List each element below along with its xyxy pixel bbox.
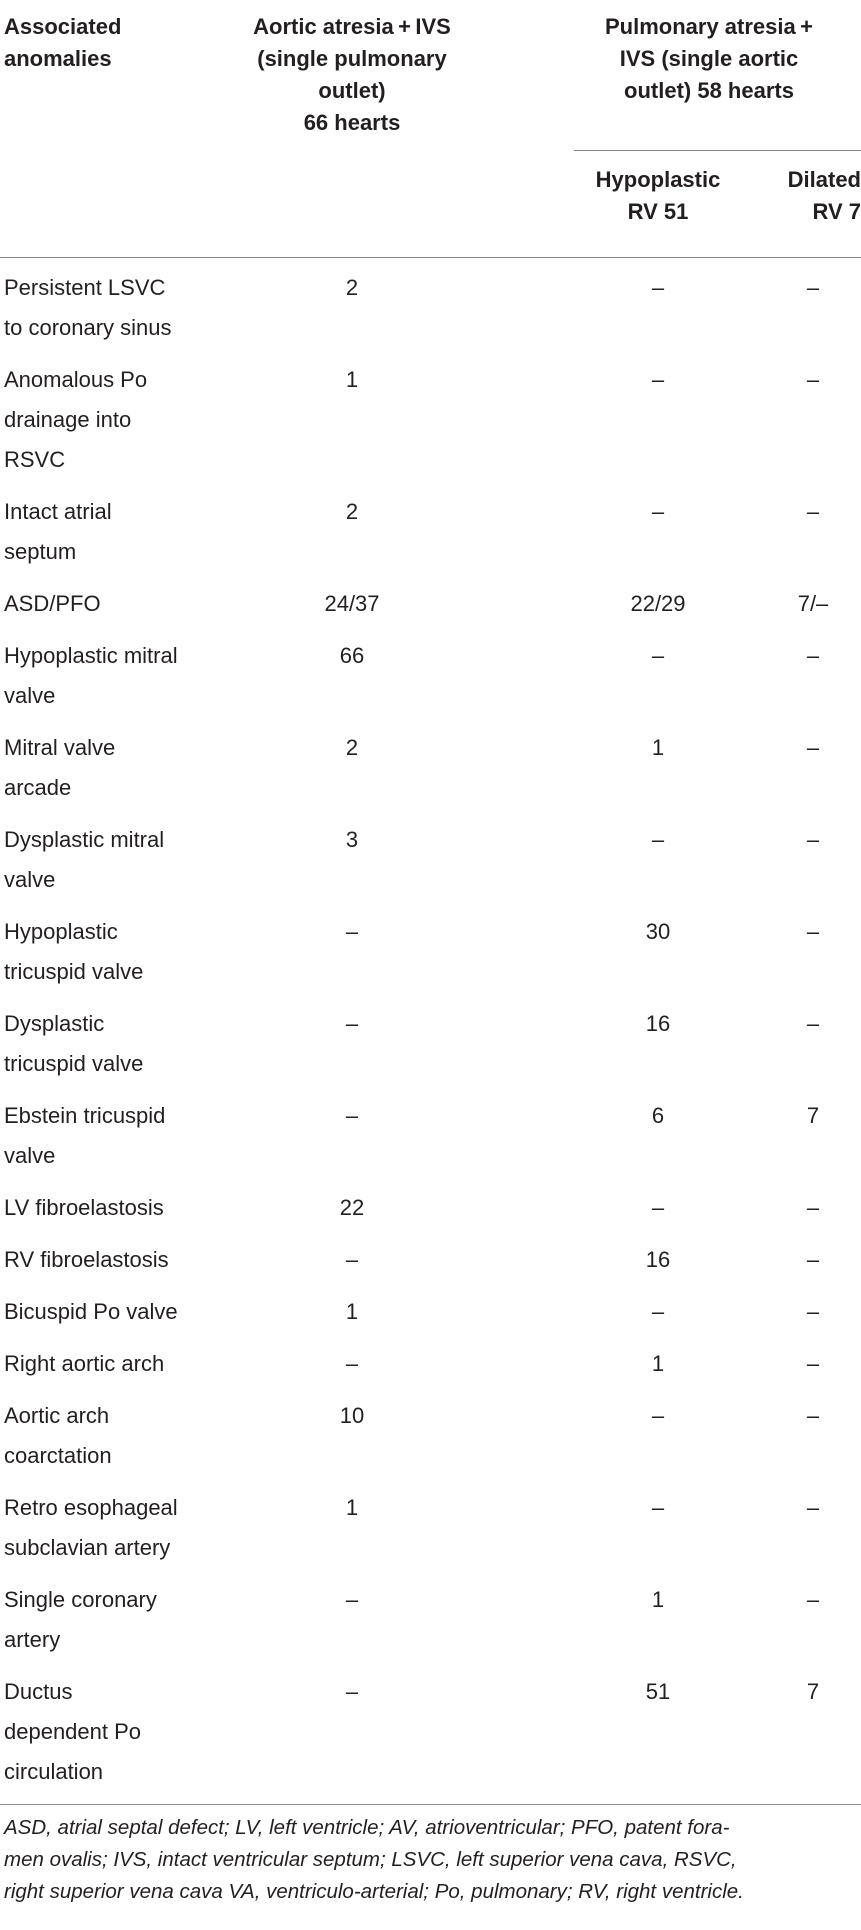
table-footnote: ASD, atrial septal defect; LV, left ventricle; AV, atrioventricular; PFO, patent fora- men ovalis; IVS, intact ventricular septum; LSVC, left superior vena cava, RSVC, right superior vena cava VA, ventriculo-arterial; Po, pulmonary; RV, right ventricle. — [4, 1816, 744, 1903]
cell-hypoplastic-rv: – — [651, 499, 665, 524]
cell-dilated-rv: – — [806, 735, 820, 760]
cell-hypoplastic-rv: – — [651, 367, 665, 392]
cell-dilated-rv: – — [806, 1299, 820, 1324]
cell-hypoplastic-rv: – — [651, 643, 665, 668]
header-aortic-atresia: Aortic atresia + IVS (single pulmonary outlet) 66 hearts — [253, 14, 451, 135]
row-label: Hypoplastic mitral valve — [4, 643, 178, 708]
cell-dilated-rv: – — [806, 275, 820, 300]
cell-dilated-rv: – — [806, 1011, 820, 1036]
row-label: Ebstein tricuspid valve — [4, 1103, 166, 1168]
header-associated-anomalies: Associated anomalies — [4, 14, 122, 71]
cell-hypoplastic-rv: – — [651, 1299, 665, 1324]
cell-aortic-atresia: 1 — [345, 367, 359, 392]
cell-aortic-atresia: – — [345, 1679, 359, 1704]
cell-aortic-atresia: – — [345, 1587, 359, 1612]
cell-hypoplastic-rv: 1 — [651, 1587, 665, 1612]
cell-dilated-rv: 7/– — [797, 591, 829, 616]
cell-dilated-rv: – — [806, 919, 820, 944]
cell-hypoplastic-rv: 51 — [645, 1679, 671, 1704]
cell-hypoplastic-rv: 16 — [645, 1011, 671, 1036]
row-label: Aortic arch coarctation — [4, 1403, 112, 1468]
cell-aortic-atresia: – — [345, 1103, 359, 1128]
cell-aortic-atresia: 66 — [339, 643, 365, 668]
cell-aortic-atresia: 10 — [339, 1403, 365, 1428]
row-label: Dysplastic tricuspid valve — [4, 1011, 144, 1076]
cell-hypoplastic-rv: – — [651, 1403, 665, 1428]
cell-hypoplastic-rv: 1 — [651, 735, 665, 760]
cell-dilated-rv: – — [806, 1195, 820, 1220]
cell-aortic-atresia: 1 — [345, 1495, 359, 1520]
row-label: Dysplastic mitral valve — [4, 827, 165, 892]
cell-dilated-rv: 7 — [806, 1103, 820, 1128]
cell-hypoplastic-rv: – — [651, 275, 665, 300]
cell-aortic-atresia: – — [345, 1351, 359, 1376]
cell-aortic-atresia: 22 — [339, 1195, 365, 1220]
row-label: Right aortic arch — [4, 1351, 165, 1376]
row-label: Retro esophageal subclavian artery — [4, 1495, 178, 1560]
cell-hypoplastic-rv: 6 — [651, 1103, 665, 1128]
cell-aortic-atresia: – — [345, 1247, 359, 1272]
cell-aortic-atresia: – — [345, 919, 359, 944]
cell-hypoplastic-rv: 30 — [645, 919, 671, 944]
row-label: LV fibroelastosis — [4, 1195, 164, 1220]
row-label: ASD/PFO — [4, 591, 101, 616]
cell-dilated-rv: – — [806, 1587, 820, 1612]
header-rule — [0, 257, 861, 258]
cell-dilated-rv: – — [806, 367, 820, 392]
row-label: Bicuspid Po valve — [4, 1299, 178, 1324]
cell-hypoplastic-rv: 22/29 — [630, 591, 686, 616]
cell-aortic-atresia: – — [345, 1011, 359, 1036]
row-label: Hypoplastic tricuspid valve — [4, 919, 144, 984]
cell-hypoplastic-rv: – — [651, 1495, 665, 1520]
cell-hypoplastic-rv: – — [651, 1195, 665, 1220]
row-label: Persistent LSVC to coronary sinus — [4, 275, 172, 340]
cell-dilated-rv: – — [806, 1351, 820, 1376]
row-label: Single coronary artery — [4, 1587, 157, 1652]
cell-dilated-rv: – — [806, 827, 820, 852]
cell-dilated-rv: – — [806, 499, 820, 524]
row-label: Intact atrial septum — [4, 499, 112, 564]
row-label: RV fibroelastosis — [4, 1247, 169, 1272]
cell-aortic-atresia: 2 — [345, 275, 359, 300]
cell-dilated-rv: – — [806, 1247, 820, 1272]
cell-aortic-atresia: 24/37 — [324, 591, 380, 616]
table-bottom-rule — [0, 1804, 861, 1805]
row-label: Mitral valve arcade — [4, 735, 116, 800]
cell-hypoplastic-rv: – — [651, 827, 665, 852]
cell-aortic-atresia: 1 — [345, 1299, 359, 1324]
row-label: Ductus dependent Po circulation — [4, 1679, 142, 1784]
cell-dilated-rv: 7 — [806, 1679, 820, 1704]
cell-aortic-atresia: 2 — [345, 735, 359, 760]
cell-aortic-atresia: 2 — [345, 499, 359, 524]
header-hypoplastic-rv: Hypoplastic RV 51 — [595, 167, 721, 224]
header-group-rule — [574, 150, 861, 151]
header-pulmonary-atresia: Pulmonary atresia + IVS (single aortic outlet) 58 hearts — [604, 14, 813, 103]
cell-dilated-rv: – — [806, 1495, 820, 1520]
cell-hypoplastic-rv: 16 — [645, 1247, 671, 1272]
cell-dilated-rv: – — [806, 643, 820, 668]
cell-dilated-rv: – — [806, 1403, 820, 1428]
cell-aortic-atresia: 3 — [345, 827, 359, 852]
header-dilated-rv: Dilated RV 7 — [787, 167, 861, 224]
row-label: Anomalous Po drainage into RSVC — [4, 367, 148, 472]
cell-hypoplastic-rv: 1 — [651, 1351, 665, 1376]
